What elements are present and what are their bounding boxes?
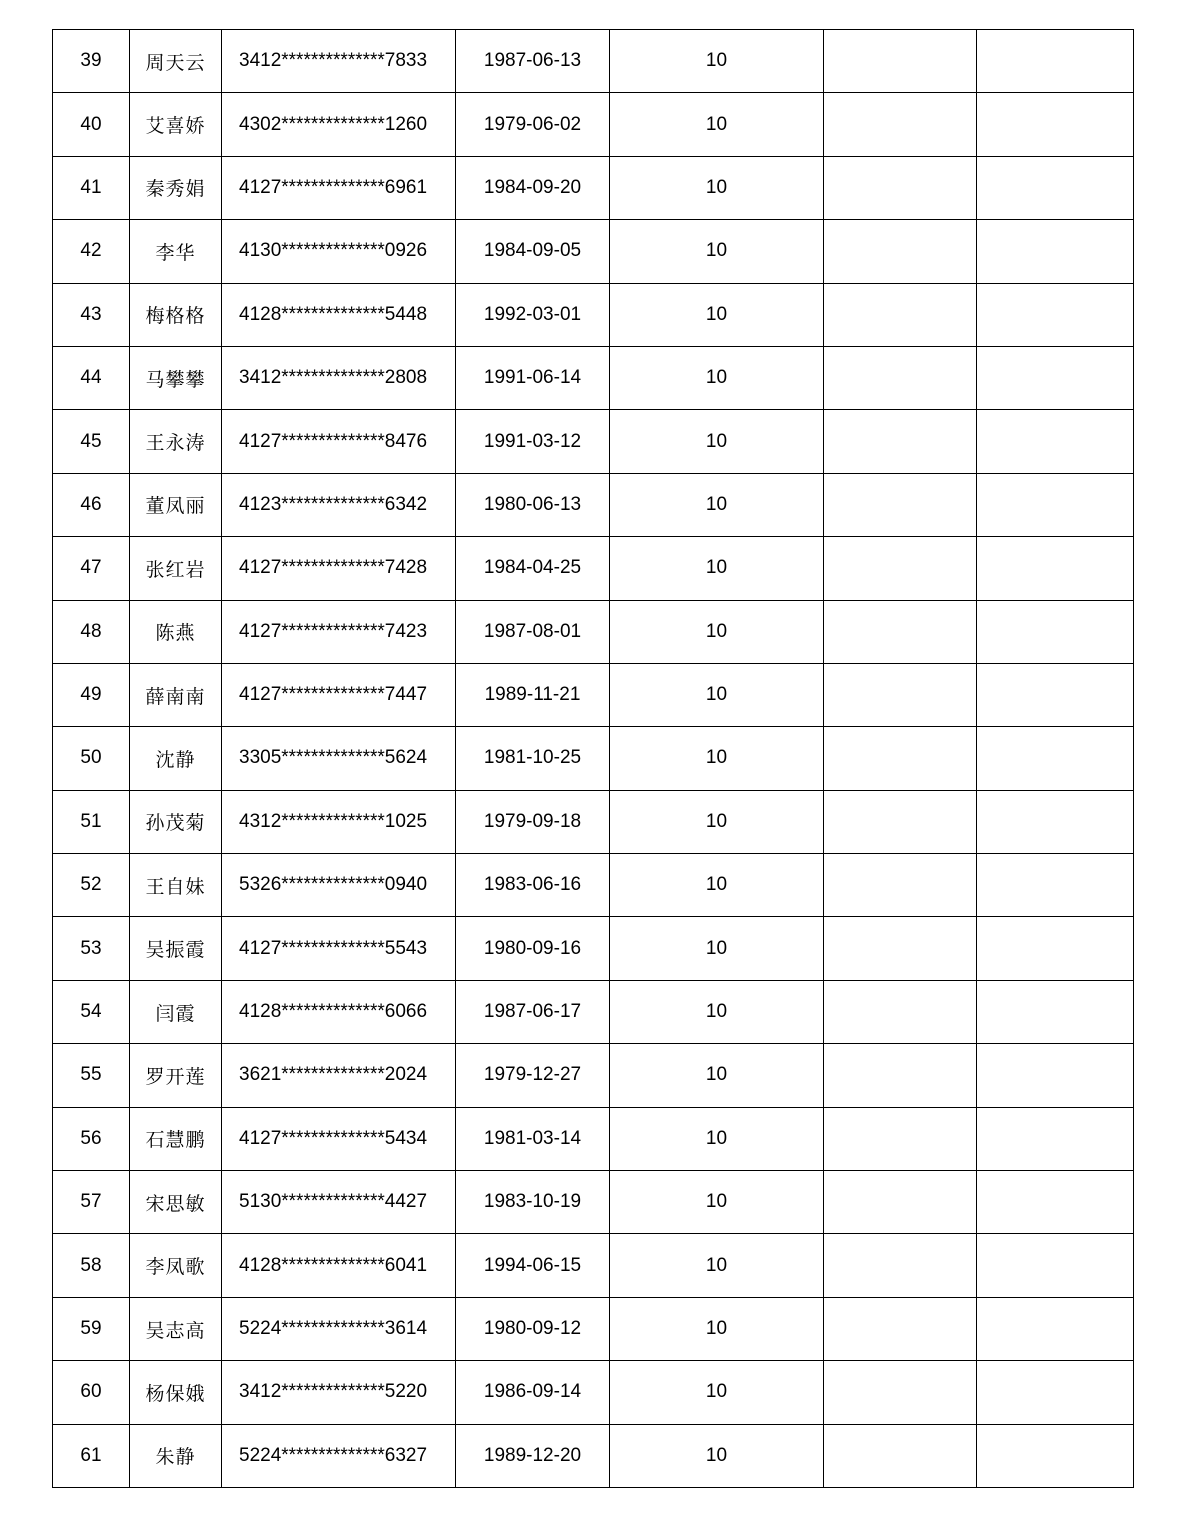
birth-date: 1987-08-01: [456, 600, 610, 663]
blank-cell: [977, 663, 1134, 726]
row-number: 57: [53, 1171, 130, 1234]
person-name: 吴振霞: [130, 917, 222, 980]
table-row: [53, 1297, 1134, 1360]
birth-date: 1979-09-18: [456, 790, 610, 853]
row-number: 47: [53, 537, 130, 600]
amount-value: 10: [610, 1234, 824, 1297]
birth-date: 1983-06-16: [456, 854, 610, 917]
blank-cell: [977, 1107, 1134, 1170]
blank-cell: [824, 727, 977, 790]
row-number: 55: [53, 1044, 130, 1107]
blank-cell: [824, 1234, 977, 1297]
amount-value: 10: [610, 1424, 824, 1487]
person-name: 李凤歌: [130, 1234, 222, 1297]
id-number: 4127**************5434: [222, 1107, 456, 1170]
blank-cell: [977, 410, 1134, 473]
blank-cell: [824, 473, 977, 536]
id-number: 4127**************8476: [222, 410, 456, 473]
id-number: 5224**************6327: [222, 1424, 456, 1487]
blank-cell: [977, 537, 1134, 600]
blank-cell: [977, 854, 1134, 917]
blank-cell: [977, 1424, 1134, 1487]
birth-date: 1979-06-02: [456, 93, 610, 156]
birth-date: 1992-03-01: [456, 283, 610, 346]
id-number: 4128**************5448: [222, 283, 456, 346]
id-number: 4127**************7423: [222, 600, 456, 663]
blank-cell: [824, 537, 977, 600]
amount-value: 10: [610, 537, 824, 600]
blank-cell: [824, 1297, 977, 1360]
person-name: 吴志高: [130, 1297, 222, 1360]
blank-cell: [977, 1044, 1134, 1107]
birth-date: 1991-03-12: [456, 410, 610, 473]
blank-cell: [824, 93, 977, 156]
amount-value: 10: [610, 1297, 824, 1360]
birth-date: 1984-09-05: [456, 220, 610, 283]
row-number: 56: [53, 1107, 130, 1170]
id-number: 3621**************2024: [222, 1044, 456, 1107]
person-name: 秦秀娟: [130, 156, 222, 219]
blank-cell: [824, 600, 977, 663]
table-row: [53, 663, 1134, 726]
blank-cell: [977, 600, 1134, 663]
amount-value: 10: [610, 93, 824, 156]
blank-cell: [977, 1171, 1134, 1234]
roster-table-body: [53, 30, 1134, 1488]
id-number: 4127**************5543: [222, 917, 456, 980]
id-number: 3412**************2808: [222, 346, 456, 409]
row-number: 61: [53, 1424, 130, 1487]
blank-cell: [824, 1044, 977, 1107]
table-row: [53, 410, 1134, 473]
amount-value: 10: [610, 663, 824, 726]
person-name: 杨保娥: [130, 1361, 222, 1424]
table-row: [53, 600, 1134, 663]
id-number: 4128**************6041: [222, 1234, 456, 1297]
birth-date: 1991-06-14: [456, 346, 610, 409]
birth-date: 1994-06-15: [456, 1234, 610, 1297]
birth-date: 1980-09-16: [456, 917, 610, 980]
row-number: 49: [53, 663, 130, 726]
id-number: 4128**************6066: [222, 980, 456, 1043]
blank-cell: [824, 1171, 977, 1234]
amount-value: 10: [610, 1171, 824, 1234]
person-name: 张红岩: [130, 537, 222, 600]
row-number: 50: [53, 727, 130, 790]
person-name: 薛南南: [130, 663, 222, 726]
blank-cell: [824, 980, 977, 1043]
person-name: 闫霞: [130, 980, 222, 1043]
person-name: 陈燕: [130, 600, 222, 663]
birth-date: 1987-06-17: [456, 980, 610, 1043]
table-row: [53, 1361, 1134, 1424]
birth-date: 1987-06-13: [456, 30, 610, 93]
blank-cell: [824, 663, 977, 726]
person-name: 宋思敏: [130, 1171, 222, 1234]
table-row: [53, 790, 1134, 853]
blank-cell: [977, 283, 1134, 346]
blank-cell: [824, 220, 977, 283]
person-name: 石慧鹏: [130, 1107, 222, 1170]
row-number: 45: [53, 410, 130, 473]
id-number: 4127**************7428: [222, 537, 456, 600]
blank-cell: [824, 1361, 977, 1424]
row-number: 44: [53, 346, 130, 409]
row-number: 53: [53, 917, 130, 980]
birth-date: 1980-06-13: [456, 473, 610, 536]
id-number: 4302**************1260: [222, 93, 456, 156]
id-number: 3305**************5624: [222, 727, 456, 790]
person-name: 王自妹: [130, 854, 222, 917]
blank-cell: [977, 346, 1134, 409]
blank-cell: [977, 220, 1134, 283]
person-name: 沈静: [130, 727, 222, 790]
person-name: 艾喜娇: [130, 93, 222, 156]
blank-cell: [824, 346, 977, 409]
blank-cell: [977, 1234, 1134, 1297]
blank-cell: [977, 156, 1134, 219]
person-name: 王永涛: [130, 410, 222, 473]
amount-value: 10: [610, 1107, 824, 1170]
blank-cell: [977, 1297, 1134, 1360]
birth-date: 1981-03-14: [456, 1107, 610, 1170]
amount-value: 10: [610, 1361, 824, 1424]
birth-date: 1981-10-25: [456, 727, 610, 790]
table-row: [53, 346, 1134, 409]
amount-value: 10: [610, 917, 824, 980]
table-row: [53, 537, 1134, 600]
amount-value: 10: [610, 1044, 824, 1107]
row-number: 41: [53, 156, 130, 219]
amount-value: 10: [610, 473, 824, 536]
blank-cell: [977, 980, 1134, 1043]
amount-value: 10: [610, 790, 824, 853]
id-number: 3412**************5220: [222, 1361, 456, 1424]
table-row: [53, 156, 1134, 219]
row-number: 58: [53, 1234, 130, 1297]
person-name: 李华: [130, 220, 222, 283]
birth-date: 1984-04-25: [456, 537, 610, 600]
amount-value: 10: [610, 283, 824, 346]
blank-cell: [824, 156, 977, 219]
blank-cell: [824, 854, 977, 917]
row-number: 42: [53, 220, 130, 283]
table-row: [53, 1107, 1134, 1170]
person-name: 朱静: [130, 1424, 222, 1487]
person-name: 周天云: [130, 30, 222, 93]
blank-cell: [824, 410, 977, 473]
birth-date: 1980-09-12: [456, 1297, 610, 1360]
person-name: 梅格格: [130, 283, 222, 346]
person-name: 马攀攀: [130, 346, 222, 409]
amount-value: 10: [610, 30, 824, 93]
table-row: [53, 30, 1134, 93]
table-row: [53, 727, 1134, 790]
blank-cell: [824, 917, 977, 980]
birth-date: 1984-09-20: [456, 156, 610, 219]
row-number: 39: [53, 30, 130, 93]
blank-cell: [977, 30, 1134, 93]
row-number: 59: [53, 1297, 130, 1360]
id-number: 4130**************0926: [222, 220, 456, 283]
id-number: 5326**************0940: [222, 854, 456, 917]
table-row: [53, 980, 1134, 1043]
birth-date: 1989-12-20: [456, 1424, 610, 1487]
amount-value: 10: [610, 410, 824, 473]
blank-cell: [824, 283, 977, 346]
amount-value: 10: [610, 727, 824, 790]
id-number: 3412**************7833: [222, 30, 456, 93]
row-number: 48: [53, 600, 130, 663]
person-name: 孙茂菊: [130, 790, 222, 853]
person-name: 董凤丽: [130, 473, 222, 536]
row-number: 40: [53, 93, 130, 156]
roster-table-container: [52, 29, 1134, 1488]
table-row: [53, 473, 1134, 536]
blank-cell: [977, 727, 1134, 790]
roster-table: [52, 29, 1134, 1488]
table-row: [53, 1424, 1134, 1487]
blank-cell: [824, 790, 977, 853]
amount-value: 10: [610, 156, 824, 219]
row-number: 60: [53, 1361, 130, 1424]
table-row: [53, 1234, 1134, 1297]
row-number: 46: [53, 473, 130, 536]
blank-cell: [977, 1361, 1134, 1424]
blank-cell: [977, 473, 1134, 536]
birth-date: 1989-11-21: [456, 663, 610, 726]
blank-cell: [824, 30, 977, 93]
person-name: 罗开莲: [130, 1044, 222, 1107]
table-row: [53, 854, 1134, 917]
blank-cell: [977, 917, 1134, 980]
id-number: 5130**************4427: [222, 1171, 456, 1234]
table-row: [53, 1171, 1134, 1234]
blank-cell: [977, 93, 1134, 156]
row-number: 51: [53, 790, 130, 853]
amount-value: 10: [610, 220, 824, 283]
row-number: 52: [53, 854, 130, 917]
table-row: [53, 220, 1134, 283]
id-number: 4312**************1025: [222, 790, 456, 853]
blank-cell: [824, 1424, 977, 1487]
id-number: 4127**************7447: [222, 663, 456, 726]
row-number: 43: [53, 283, 130, 346]
id-number: 5224**************3614: [222, 1297, 456, 1360]
amount-value: 10: [610, 600, 824, 663]
row-number: 54: [53, 980, 130, 1043]
amount-value: 10: [610, 854, 824, 917]
birth-date: 1986-09-14: [456, 1361, 610, 1424]
table-row: [53, 1044, 1134, 1107]
blank-cell: [824, 1107, 977, 1170]
table-row: [53, 93, 1134, 156]
blank-cell: [977, 790, 1134, 853]
birth-date: 1983-10-19: [456, 1171, 610, 1234]
amount-value: 10: [610, 980, 824, 1043]
id-number: 4123**************6342: [222, 473, 456, 536]
table-row: [53, 917, 1134, 980]
amount-value: 10: [610, 346, 824, 409]
table-row: [53, 283, 1134, 346]
id-number: 4127**************6961: [222, 156, 456, 219]
birth-date: 1979-12-27: [456, 1044, 610, 1107]
